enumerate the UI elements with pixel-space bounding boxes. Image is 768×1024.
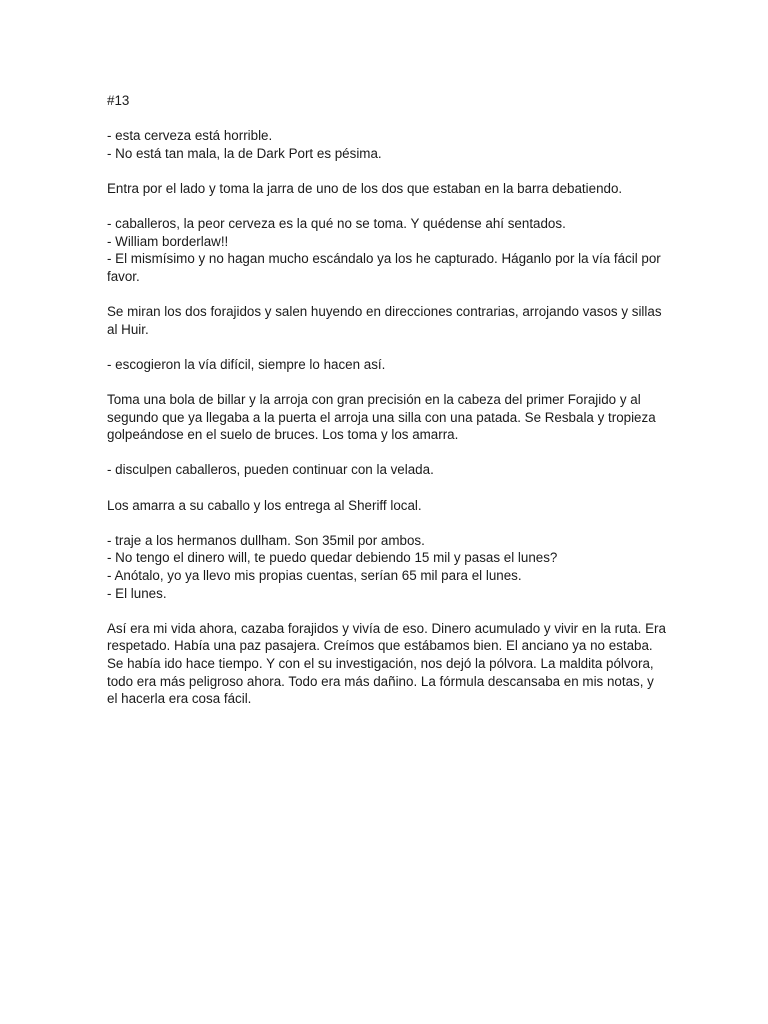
- text-line: - El lunes.: [107, 585, 167, 601]
- text-line: Así era mi vida ahora, cazaba forajidos y vivía de eso. Dinero acumulado y vivir en la ruta. Era respetado. Había una paz pasajera. Creímos que estábamos bien. El anciano ya no estaba. Se había ido hace tiempo. Y con el su investigación, nos dejó la pólvora. La maldita pólvora, todo era más peligroso ahora. Todo era más dañino. La fórmula descansaba en mis notas, y el hacerla era cosa fácil.: [107, 620, 666, 707]
- text-line: Se miran los dos forajidos y salen huyendo en direcciones contrarias, arrojando vasos y sillas al Huir.: [107, 304, 662, 337]
- paragraph: [107, 497, 667, 515]
- paragraph: [107, 356, 667, 374]
- text-line: - No tengo el dinero will, te puedo quedar debiendo 15 mil y pasas el lunes?: [107, 550, 558, 566]
- text-line: - No está tan mala, la de Dark Port es pésima.: [107, 145, 382, 161]
- chapter-number: #13: [107, 93, 130, 108]
- text-line: Entra por el lado y toma la jarra de uno de los dos que estaban en la barra debatiendo.: [107, 180, 623, 196]
- text-line: - disculpen caballeros, pueden continuar con la velada.: [107, 462, 434, 478]
- paragraph: [107, 180, 667, 198]
- document-body: [107, 127, 667, 708]
- text-line: - escogieron la vía difícil, siempre lo hacen así.: [107, 356, 386, 372]
- paragraph: [107, 461, 667, 479]
- text-line: Toma una bola de billar y la arroja con gran precisión en la cabeza del primer Forajido y al segundo que ya llegaba a la puerta el arroja una silla con una patada. Se Resbala y tropieza golpeándose en el suelo de bruces. Los toma y los amarra.: [107, 392, 656, 443]
- paragraph: [107, 532, 667, 602]
- text-line: - Anótalo, yo ya llevo mis propias cuentas, serían 65 mil para el lunes.: [107, 568, 522, 584]
- paragraph: [107, 620, 667, 708]
- paragraph: [107, 391, 667, 444]
- text-line: - El mismísimo y no hagan mucho escándalo ya los he capturado. Háganlo por la vía fácil por favor.: [107, 251, 661, 284]
- text-line: Los amarra a su caballo y los entrega al Sheriff local.: [107, 497, 422, 513]
- paragraph: [107, 127, 667, 162]
- document-page: [107, 92, 667, 725]
- text-line: - caballeros, la peor cerveza es la qué no se toma. Y quédense ahí sentados.: [107, 216, 566, 232]
- text-line: - traje a los hermanos dullham. Son 35mil por ambos.: [107, 532, 425, 548]
- text-line: - esta cerveza está horrible.: [107, 128, 273, 144]
- paragraph: [107, 303, 667, 338]
- paragraph: [107, 215, 667, 285]
- text-line: - William borderlaw!!: [107, 233, 229, 249]
